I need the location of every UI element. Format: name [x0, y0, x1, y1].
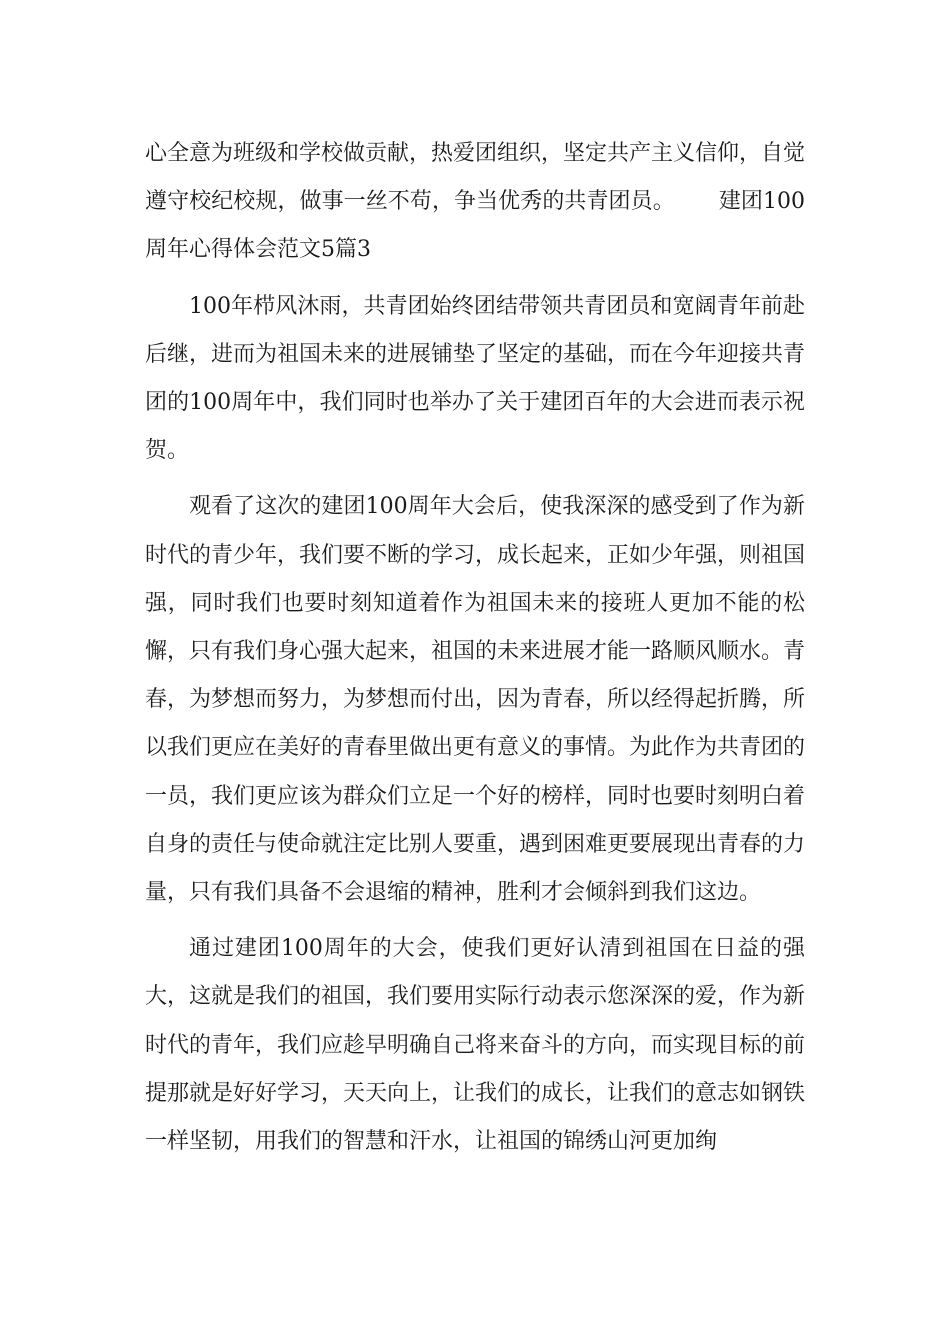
paragraph: [145, 283, 805, 476]
paragraph-text: 心全意为班级和学校做贡献，热爱团组织，坚定共产主义信仰，自觉遵守校纪校规，做事一丝不苟，争当优秀的共青团员。: [145, 141, 806, 215]
paragraph: [145, 483, 805, 917]
section-heading: 建团100周年心得体会范文5篇3: [145, 189, 805, 263]
document-body: [145, 130, 805, 1166]
paragraph-text: 通过建团100周年的大会，使我们更好认清到祖国在日益的强大，这就是我们的祖国，我们要用实际行动表示您深深的爱，作为新时代的青年，我们应趁早明确自己将来奋斗的方向，而实现目标的前提那就是好好学习，天天向上，让我们的成长，让我们的意志如钢铁一样坚韧，用我们的智慧和汗水，让祖国的锦绣山河更加绚: [145, 936, 806, 1155]
paragraph-text: 100年栉风沐雨，共青团始终团结带领共青团员和宽阔青年前赴后继，进而为祖国未来的进展铺垫了坚定的基础，而在今年迎接共青团的100周年中，我们同时也举办了关于建团百年的大会进而表示祝贺。: [145, 293, 806, 464]
paragraph-text: 观看了这次的建团100周年大会后，使我深深的感受到了作为新时代的青少年，我们要不断的学习，成长起来，正如少年强，则祖国强，同时我们也要时刻知道着作为祖国未来的接班人更加不能的松懈，只有我们身心强大起来，祖国的未来进展才能一路顺风顺水。青春，为梦想而努力，为梦想而付出，因为青春，所以经得起折腾，所以我们更应在美好的青春里做出更有意义的事情。为此作为共青团的一员，我们更应该为群众们立足一个好的榜样，同时也要时刻明白着自身的责任与使命就注定比别人要重，遇到困难更要展现出青春的力量，只有我们具备不会退缩的精神，胜利才会倾斜到我们这边。: [145, 494, 806, 906]
paragraph: [145, 925, 805, 1166]
paragraph-continuation: [145, 130, 805, 275]
